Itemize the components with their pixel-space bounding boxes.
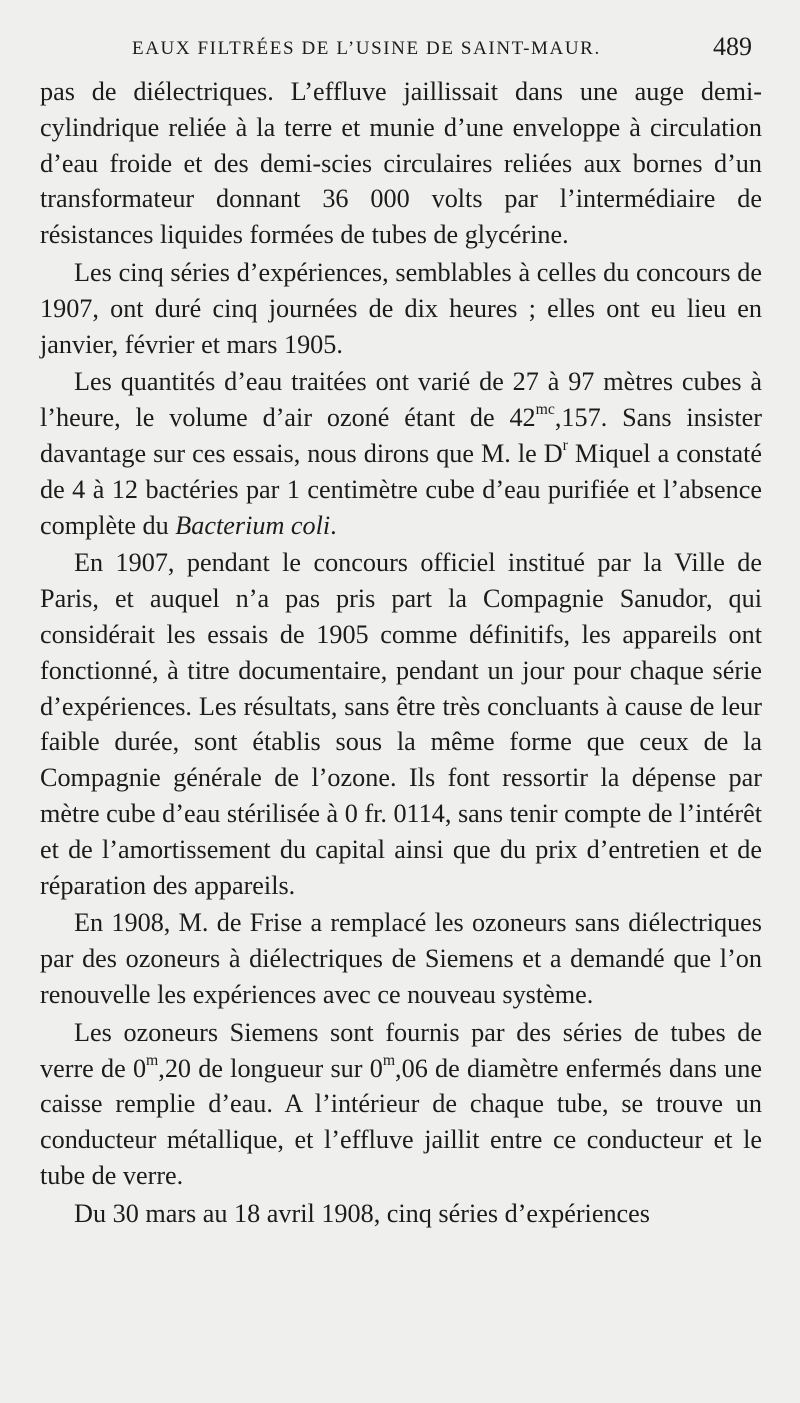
paragraph-3-text-a: Les quantités d’eau traitées ont varié de 27 à 97 mètres cubes à l’heure, le volume d’air ozoné étant de 42 [40, 367, 762, 433]
paragraph-6-text-c: ,06 de diamètre enfermés dans une caisse remplie d’eau. A l’intérieur de chaque tube, se trouve un conducteur métallique, et l’effluve jaillit entre ce conducteur et le tube de verre. [40, 1053, 762, 1190]
paragraph-6-sup-m2: m [382, 1051, 396, 1069]
paragraph-3 [40, 364, 762, 543]
paragraph-7: Du 30 mars au 18 avril 1908, cinq séries d’expériences [74, 1198, 650, 1228]
paragraph-2: Les cinq séries d’expériences, semblables à celles du concours de 1907, ont duré cinq journées de dix heures ; elles ont eu lieu en janvier, février et mars 1905. [40, 257, 762, 359]
body-text [40, 74, 762, 1232]
paragraph-6-text-a: Les ozoneurs Siemens sont fournis par des séries de tubes de verre de 0 [40, 1017, 762, 1083]
paragraph-3-text-c: Miquel a constaté de 4 à 12 bactéries par 1 centimètre cube d’eau purifiée et l’absence complète du [40, 438, 763, 540]
paragraph-3-text-d: . [330, 510, 337, 540]
paragraph-5: En 1908, M. de Frise a remplacé les ozoneurs sans diélectriques par des ozoneurs à diélectriques de Siemens et a demandé que l’on renouvelle les expériences avec ce nouveau système. [40, 908, 762, 1009]
paragraph-1: pas de diélectriques. L’effluve jaillissait dans une auge demi-cylindrique reliée à la terre et munie d’une enveloppe à circulation d’eau froide et des demi-scies circulaires reliées aux bornes d’un transformateur donnant 36 000 volts par l’intermédiaire de résistances liquides formées de tubes de glycérine. [40, 77, 762, 250]
paragraph-3-text-b: ,157. Sans insister davantage sur ces essais, nous dirons que M. le D [40, 403, 763, 468]
paragraph-6-text-b: ,20 de longueur sur 0 [158, 1053, 383, 1083]
paragraph-6-sup-m1: m [146, 1051, 159, 1069]
paragraph-6 [40, 1015, 762, 1194]
paragraph-3-sup-mc: mc [535, 401, 555, 419]
page-number: 489 [713, 32, 752, 61]
page-header [40, 32, 760, 72]
paragraph-3-sup-r: r [562, 437, 568, 455]
paragraph-4: En 1907, pendant le concours officiel institué par la Ville de Paris, et auquel n’a pas pris part la Compagnie Sanudor, qui considérait les essais de 1905 comme définitifs, les appareils ont fonctionné, à titre documentaire, pendant un jour pour chaque série d’expériences. Les résultats, sans être très concluants à cause de leur faible durée, sont établis sous la même forme que ceux de la Compagnie générale de l’ozone. Ils font ressortir la dépense par mètre cube d’eau stérilisée à 0 fr. 0114, sans tenir compte de l’intérêt et de l’amortissement du capital ainsi que du prix d’entretien et de réparation des appareils. [40, 548, 762, 900]
running-head: EAUX FILTRÉES DE L’USINE DE SAINT-MAUR. [132, 38, 601, 59]
paragraph-3-italic-species: Bacterium coli [175, 510, 331, 540]
